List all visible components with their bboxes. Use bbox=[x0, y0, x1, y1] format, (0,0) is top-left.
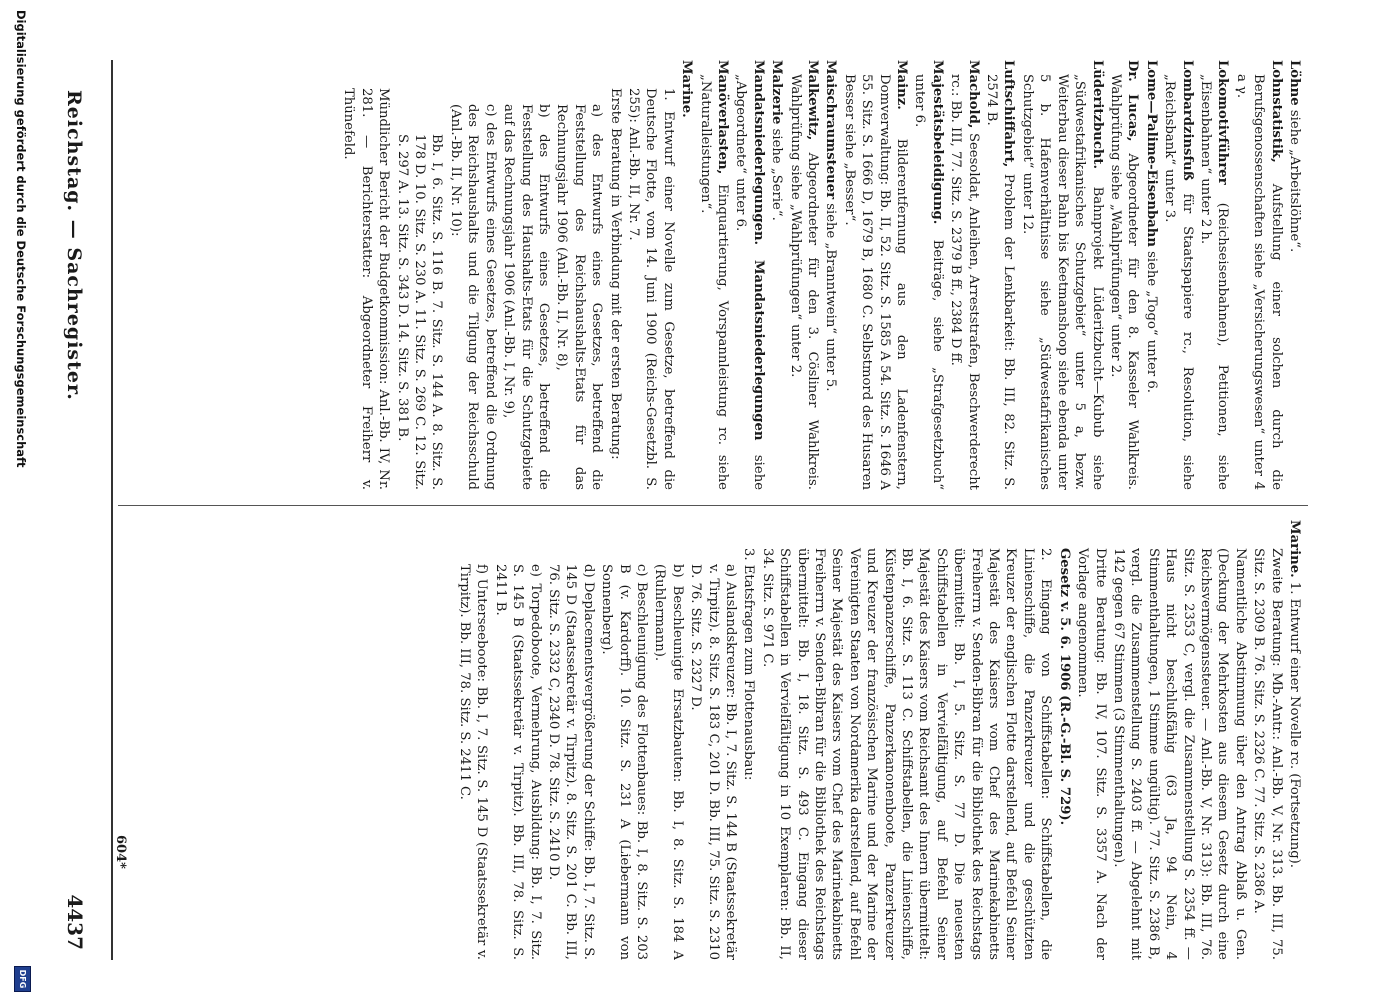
entry-text: siehe „Serie“. bbox=[769, 124, 785, 221]
entry-text: (Reichseisenbahnen), Petitionen, siehe „Eisenbahnen“ unter 2 h. bbox=[1197, 74, 1231, 490]
index-entry bbox=[606, 60, 623, 490]
right-column bbox=[123, 520, 1303, 960]
index-entry bbox=[758, 520, 1054, 960]
index-entry bbox=[911, 60, 946, 490]
index-entry bbox=[1055, 520, 1072, 960]
index-entry bbox=[1142, 60, 1159, 490]
entry-text: siehe „Togo“ unter 6. bbox=[1143, 246, 1159, 393]
index-entry bbox=[732, 60, 767, 490]
entry-text: b) des Entwurfs eines Gesetzes, betreffend die Feststellung des Haushalts-Etats für die Schutzgebiete auf das Rechnungsjahr 1906 (Anl.-Bb. I, Nr. 9), bbox=[501, 104, 551, 490]
entry-keyword: Lokomotivführer bbox=[1215, 60, 1231, 185]
entry-keyword: Luftschiffahrt, bbox=[1001, 60, 1017, 168]
entry-keyword: Marine. bbox=[1287, 520, 1302, 578]
index-entry bbox=[1019, 60, 1106, 490]
index-entry bbox=[1197, 60, 1232, 490]
header-rule bbox=[111, 60, 113, 960]
index-entry bbox=[1286, 520, 1303, 960]
index-entry bbox=[1250, 520, 1285, 960]
entry-text: Abgeordneter für den 3. Cösliner Wahlkreis. Wahlprüfung siehe „Wahlprüfungen“ unter 2. bbox=[787, 74, 821, 490]
index-entry bbox=[1110, 520, 1249, 960]
entry-text: Aufstellung einer solchen durch die Berufsgenossenschaften siehe „Versicherungswesen“ unter 4 a γ. bbox=[1233, 74, 1284, 490]
entry-keyword: Machold, bbox=[965, 60, 981, 129]
index-entry bbox=[947, 60, 982, 490]
entry-text: e) Torpedoboote, Vermehrung, Ausbildung: Bb. I, 7. Sitz. S. 145 B (Staatssekretär v. Tirpitz). Bb. III, 78. Sitz. S. 2411 B. bbox=[492, 564, 543, 960]
page-number: 4437 bbox=[63, 894, 87, 950]
index-entry bbox=[840, 60, 910, 490]
entry-text: Beiträge, siehe „Strafgesetzbuch“ unter 6. bbox=[912, 74, 945, 490]
entry-keyword: Lombardzinsfuß bbox=[1179, 60, 1195, 181]
page-header bbox=[53, 90, 93, 950]
index-entry bbox=[393, 60, 445, 490]
index-entry bbox=[696, 60, 731, 490]
entry-text: Dritte Beratung: Bb. IV, 107. Sitz. S. 3357 A. Nach der Vorlage angenommen. bbox=[1075, 548, 1108, 960]
entry-text: Problem der Lenkbarkeit: Bb. III, 82. Sitz. S. 2574 B. bbox=[984, 74, 1017, 490]
entry-keyword: Lohnstatistik, bbox=[1268, 60, 1284, 163]
entry-text: für Staatspapiere rc., Resolution, siehe „Reichsbank“ unter 3. bbox=[1162, 74, 1195, 490]
entry-text: 2. Eingang von Schiffstabellen: Schiffstabellen, die Linienschiffe, die Panzerkreuzer und die geschützten Kreuzer der englischen Flotte darstellend, auf Befehl Seiner Majestät des Kaisers vom Chef des Marinekabinetts Freiherrn v. Senden-Bibran für die Bibliothek des Reichstags übermittelt: Bb. I, 5. Sitz. S. 77 D. Die neuesten Schiffstabellen in Vervielfältigung, auf Befehl Seiner Majestät des Kaisers vom Reichsamt des Innern übermittelt: Bb. I, 6. Sitz. S. 113 C. Schiffstabellen, die Linienschiffe, Küstenpanzerschiffe, Panzerkanonenboote, Panzerkreuzer und Kreuzer der französischen Marine und der Marine der Vereinigten Staaten von Nordamerika darstellend, auf Befehl Seiner Majestät des Kaisers vom Chef des Marinekabinetts Freiherrn v. Senden-Bibran für die Bibliothek des Reichstags übermittelt: Bb. I, 18. Sitz. S. 493 C. Eingang dieser Schiffstabellen in Vervielfältigung in 10 Exemplaren: Bb. II, 34. Sitz. S. 971 C. bbox=[759, 548, 1054, 960]
index-entry bbox=[340, 60, 392, 490]
index-entry bbox=[687, 520, 739, 960]
index-entry bbox=[598, 520, 650, 960]
entry-text: Einquartierung, Vorspannleistung rc. siehe „Naturalleistungen“. bbox=[697, 74, 730, 490]
index-entry bbox=[678, 60, 695, 490]
index-entry bbox=[1161, 60, 1196, 490]
entry-text: c) des Entwurfs eines Gesetzes, betreffend die Ordnung des Reichshaushalts und die Tilgung der Reichsschuld (Anl.-Bb. II, Nr. 10): bbox=[447, 104, 498, 490]
entry-text: siehe „Arbeitslöhne“. bbox=[1287, 105, 1302, 253]
entry-keyword: Lüderitzbucht. bbox=[1089, 60, 1105, 170]
entry-text: Mündlicher Bericht der Budgetkommission: Anl.-Bb. IV, Nr. 281. — Berichterstatter: Abgeordneter Freiherr v. Thünefeld. bbox=[341, 88, 392, 490]
entry-text: Seesoldat, Anleihen, Arreststrafen, Beschwerderecht rc.: Bb. III, 77. Sitz. S. 2379 B ff., 2384 D ff. bbox=[948, 74, 981, 490]
entry-keyword: Marine. bbox=[679, 60, 695, 118]
entry-keyword: Malzerie bbox=[769, 60, 785, 125]
entry-text: siehe „Abgeordnete“ unter 6. bbox=[733, 74, 766, 490]
entry-text: Abgeordneter für den 8. Kasseler Wahlkreis. Wahlprüfung siehe „Wahlprüfungen“ unter 2. bbox=[1107, 74, 1141, 490]
running-title: Reichstag. — Sachregister. bbox=[63, 90, 85, 401]
index-entry bbox=[491, 520, 543, 960]
entry-keyword: Maischraumsteuer bbox=[823, 60, 839, 200]
index-entry bbox=[500, 60, 552, 490]
index-entry bbox=[625, 60, 677, 490]
index-entry bbox=[822, 60, 839, 490]
entry-text: d) Deplacementsvergrößerung der Schiffe: Bb. I, 7. Sitz. S. 145 D (Staatssekretär v. Tirpitz). 8. Sitz. S. 201 C. Bb. III, 76. Sitz. S. 2332 C, 2340 D. 78. Sitz. S. 2410 D. bbox=[545, 564, 596, 960]
entry-text: 1. Entwurf einer Novelle zum Gesetze, betreffend die Deutsche Flotte, vom 14. Juni 1900 (Reichs-Gesetzbl. S. 255): Anl.-Bb. II, Nr. 7. bbox=[625, 88, 676, 490]
entry-text: f) Unterseeboote: Bb. I, 7. Sitz. S. 145 D (Staatssekretär v. Tirpitz). Bb. III, 78. Sitz. S. 2411 C. bbox=[456, 564, 490, 960]
entry-keyword: Mandatsniederlegungen. Mandatsniederlegungen bbox=[750, 60, 766, 441]
entry-keyword: Dr. Lucas, bbox=[1125, 60, 1141, 142]
entry-keyword: Malkewitz, bbox=[805, 60, 821, 141]
entry-keyword: Löhne bbox=[1287, 60, 1302, 106]
index-entry bbox=[651, 520, 686, 960]
index-entry bbox=[447, 60, 499, 490]
entry-text: a) des Entwurfs eines Gesetzes, betreffend die Feststellung des Reichshaushalts-Etats für das Rechnungsjahr 1906 (Anl.-Bb. II, Nr. 8), bbox=[554, 104, 605, 490]
dfg-logo: DFG bbox=[14, 966, 31, 992]
index-entry bbox=[768, 60, 785, 490]
entry-text: Zweite Beratung: Mb.-Antr.: Anl.-Bb. V, Nr. 313. Bb. III, 75. Sitz. S. 2309 B. 76. Sitz. S. 2326 C. 77. Sitz. S. 2386 A. bbox=[1251, 548, 1284, 960]
entry-keyword: Lome—Palime-Eisenbahn bbox=[1143, 60, 1159, 247]
sheet-signature: 604* bbox=[113, 835, 128, 869]
index-entry bbox=[740, 520, 757, 960]
entry-text: Bb. I, 6. Sitz. S. 116 B. 7. Sitz. S. 144 A. 8. Sitz. S. 178 D. 10. Sitz. S. 230 A. 11. Sitz. S. 269 C. 12. Sitz. S. 297 A. 13. Sitz. S. 343 D. 14. Sitz. S. 381 B. bbox=[394, 134, 445, 490]
entry-keyword: Gesetz v. 5. 6. 1906 (R.-G.-Bl. S. 729). bbox=[1056, 548, 1072, 826]
index-entry bbox=[1232, 60, 1284, 490]
entry-text: Namentliche Abstimmung über den Antrag Ablaß u. Gen. (Deckung der Mehrkosten aus diesem Gesetz durch eine Reichsvermögenssteuer. — Anl.-Bb. V, Nr. 313): Bb. III, 76. Sitz. S. 2353 C, vergl. die Zusammenstellung S. 2354 ff. — Haus nicht beschlußfähig (63 Ja, 94 Nein, 4 Stimmenthaltungen, 1 Stimme ungültig). 77. Sitz. S. 2386 B, vergl. die Zusammenstellung S. 2403 ff. — Abgelehnt mit 142 gegen 67 Stimmen (3 Stimmenthaltungen). bbox=[1110, 548, 1248, 960]
index-entry bbox=[456, 520, 491, 960]
entry-text: Bilderentfernung aus den Ladenfenstern, Domverwaltung: Bb. II, 52. Sitz. S. 1585 A 54. Sitz. S. 1646 A 55. Sitz. S. 1666 D, 1679 B, 1680 C. Selbstmord des Husaren Besser siehe „Besser“. bbox=[841, 74, 910, 490]
index-entry bbox=[1074, 520, 1109, 960]
entry-keyword: Mainz. bbox=[894, 60, 910, 110]
index-entry bbox=[545, 520, 597, 960]
entry-text: Erste Beratung in Verbindung mit der ersten Beratung: bbox=[607, 88, 623, 460]
entry-text: a) Auslandskreuzer: Bb. I, 7. Sitz. S. 144 B (Staatssekretär v. Tirpitz). 8. Sitz. S. 183 C, 201 D. Bb. III, 75. Sitz. S. 2310 D. 76. Sitz. S. 2327 D. bbox=[688, 564, 738, 960]
index-entry bbox=[553, 60, 605, 490]
entry-text: 3. Etatsfragen zum Flottenausbau: bbox=[741, 548, 757, 781]
entry-text: siehe „Branntwein“ unter 5. bbox=[823, 199, 839, 392]
index-entry bbox=[983, 60, 1018, 490]
entry-keyword: Manöverlasten, bbox=[715, 60, 730, 175]
index-entry bbox=[786, 60, 821, 490]
index-entry bbox=[1107, 60, 1142, 490]
entry-text: b) Beschleunigte Ersatzbauten: Bb. I, 8. Sitz. S. 184 A (Ruhlermann). bbox=[652, 564, 685, 960]
index-entry bbox=[1286, 60, 1303, 490]
digitization-note: Digitalisierung gefördert durch die Deutsche Forschungsgemeinschaft bbox=[14, 10, 28, 468]
entry-text: c) Beschleunigung des Flottenbaues: Bb. I, 8. Sitz. S. 203 B (v. Kardorff). 10. Sitz. S. 231 A (Liebermann von Sonnenberg). bbox=[599, 564, 649, 960]
left-column bbox=[123, 60, 1303, 490]
entry-text: Bahnprojekt Lüderitzbucht—Kubub siehe „Südwestafrikanisches Schutzgebiet“ unter 5 a, bezw. Weiterbau dieser Bahn bis Keetmanshoop siehe ebenda unter 5 b. Hafenverhältnisse siehe „Südwestafrikanisches Schutzgebiet“ unter 12. bbox=[1019, 74, 1105, 490]
column-divider bbox=[118, 505, 1308, 506]
entry-text: 1. Entwurf einer Novelle rc. (Fortsetzung). bbox=[1287, 577, 1302, 868]
entry-keyword: Majestätsbeleidigung. bbox=[929, 60, 945, 225]
